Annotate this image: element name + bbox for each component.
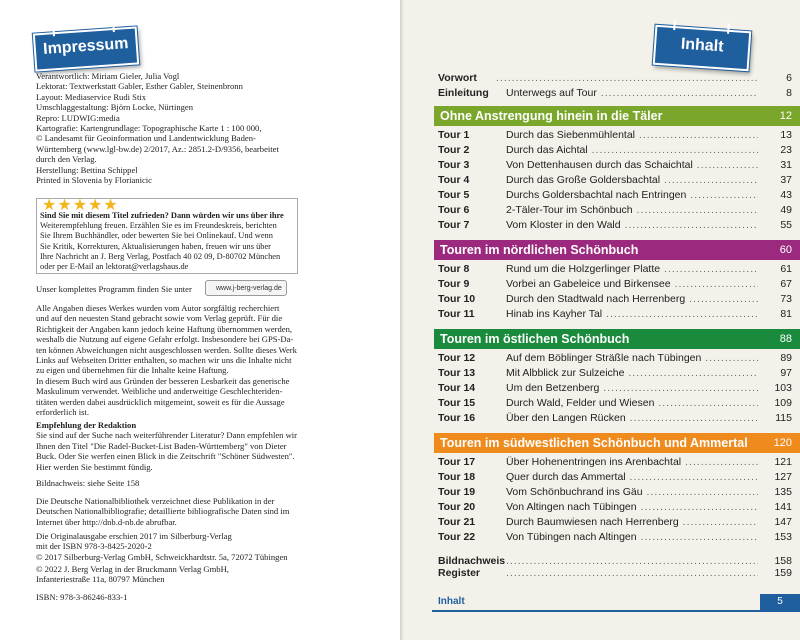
tour-page: 103 (774, 382, 792, 394)
feedback-line: oder per E-Mail an lektorat@verlagshaus.de (40, 262, 189, 272)
tour-number: Tour 21 (438, 516, 476, 528)
tour-page: 135 (774, 486, 792, 498)
tour-title: Quer durch das Ammertal ..... (506, 471, 758, 483)
toc-row[interactable] (438, 397, 794, 411)
recommendation-block (36, 420, 336, 472)
tour-number: Tour 10 (438, 293, 476, 305)
credit-line: Herstellung: Bettina Schippel (36, 164, 138, 175)
toc-row[interactable] (438, 367, 794, 381)
sign-string (727, 24, 736, 35)
section-title: Touren im nördlichen Schönbuch (440, 243, 639, 257)
rating-stars-icon: ★★★★★ (42, 197, 119, 214)
recommendation-line: Ihnen den Titel "Die Radel-Bucket-List Baden-Württemberg" von Dieter (36, 440, 287, 451)
toc-row[interactable] (438, 219, 794, 233)
tour-title: Durchs Goldersbachtal nach Entringen ..... (506, 189, 758, 201)
toc-row[interactable] (438, 308, 794, 322)
tour-page: 153 (774, 531, 792, 543)
section-header[interactable] (434, 240, 800, 260)
recommendation-title: Empfehlung der Redaktion (36, 420, 137, 430)
tour-number: Tour 1 (438, 129, 470, 141)
tour-page: 13 (780, 129, 792, 141)
original-line: mit der ISBN 978-3-8425-2020-2 (36, 541, 152, 552)
tour-page: 127 (774, 471, 792, 483)
tour-number: Tour 18 (438, 471, 476, 483)
tour-page: 37 (780, 174, 792, 186)
national-library-block (36, 496, 336, 527)
tour-page: 23 (780, 144, 792, 156)
feedback-line: Sie Kritik, Korrekturen, Aktualisierungen haben, freuen wir uns über (40, 241, 271, 251)
toc-row[interactable] (438, 567, 794, 581)
disclaimer-line: ten können Abweichungen nicht ausgeschlossen werden. Sollte dieses Werk (36, 344, 297, 355)
tour-number: Tour 12 (438, 352, 476, 364)
disclaimer-line: zu eigen und übernehmen für die Inhalte keine Haftung. (36, 365, 229, 376)
credit-line: Umschlaggestaltung: Björn Locke, Nürtingen (36, 102, 194, 113)
copyright-line: © 2022 J. Berg Verlag in der Bruckmann Verlag GmbH, (36, 564, 229, 574)
program-text: Unser komplettes Programm finden Sie unter (36, 284, 192, 294)
toc-row[interactable] (438, 486, 794, 500)
contents-sign (653, 25, 752, 72)
impressum-sign (33, 26, 139, 71)
section-header[interactable] (434, 106, 800, 126)
disclaimer-block (36, 303, 336, 417)
section-page: 88 (779, 333, 792, 345)
library-line: Die Deutsche Nationalbibliothek verzeichnet diese Publikation in der (36, 496, 275, 506)
toc-row[interactable] (438, 174, 794, 188)
toc-row[interactable] (438, 263, 794, 277)
tour-page: 89 (780, 352, 792, 364)
toc-row[interactable] (438, 189, 794, 203)
toc-entry-title: Vorwort (438, 72, 477, 84)
tour-number: Tour 8 (438, 263, 470, 275)
tour-title: Vom Schönbuchrand ins Gäu ..... (506, 486, 758, 498)
tour-title: Über den Langen Rücken ..... (506, 412, 758, 424)
tour-title: Vom Kloster in den Wald ..... (506, 219, 758, 231)
original-edition-block (36, 531, 336, 562)
toc-row[interactable] (438, 412, 794, 426)
library-line: Deutschen Nationalbibliografie; detaillierte bibliografische Daten sind im (36, 506, 290, 517)
isbn: ISBN: 978-3-86246-833-1 (36, 592, 128, 602)
toc-row[interactable] (438, 159, 794, 173)
tour-title: Über Hohenentringen ins Arenbachtal ..... (506, 456, 758, 468)
tour-number: Tour 13 (438, 367, 476, 379)
tour-page: 141 (774, 501, 792, 513)
toc-row[interactable] (438, 144, 794, 158)
library-line: Internet über http://dnb.d-nb.de abrufbar. (36, 516, 177, 527)
tour-number: Tour 7 (438, 219, 470, 231)
sign-string (673, 20, 682, 31)
tour-page: 31 (780, 159, 792, 171)
toc-row[interactable] (438, 501, 794, 515)
original-line: © 2017 Silberburg-Verlag GmbH, Schweickhardtstr. 5a, 72072 Tübingen (36, 551, 288, 562)
tour-number: Tour 11 (438, 308, 475, 320)
credit-line: Württemberg (www.lgl-bw.de) 2/2017, Az.: 2851.2-D/9356, bearbeitet (36, 143, 279, 154)
tour-title: Durch das Siebenmühlental ..... (506, 129, 758, 141)
section-page: 120 (773, 437, 792, 449)
tour-page: 121 (774, 456, 792, 468)
tour-number: Tour 15 (438, 397, 476, 409)
disclaimer-line: erforderlich ist. (36, 407, 89, 418)
copyright-line: Infanteriestraße 11a, 80797 München (36, 574, 165, 585)
toc-row[interactable] (438, 129, 794, 143)
tour-number: Tour 4 (438, 174, 470, 186)
tour-number: Tour 9 (438, 278, 470, 290)
feedback-line: Ihre Nachricht an J. Berg Verlag, Postfach 40 02 09, D-80702 München (40, 251, 281, 261)
toc-page: 8 (786, 87, 792, 99)
credit-line: durch den Verlag. (36, 154, 97, 165)
feedback-line: Sind Sie mit diesem Titel zufrieden? Dann würden wir uns über ihre (40, 211, 284, 220)
original-line: Die Originalausgabe erschien 2017 im Silberburg-Verlag (36, 531, 232, 541)
recommendation-line: Sie sind auf der Suche nach weiterführender Literatur? Dann empfehlen wir (36, 430, 298, 441)
tour-title: Auf dem Böblinger Sträßle nach Tübingen ..... (506, 352, 758, 364)
tour-page: 73 (780, 293, 792, 305)
tour-title: Rund um die Holzgerlinger Platte ..... (506, 263, 758, 275)
toc-row[interactable] (438, 382, 794, 396)
section-title: Touren im südwestlichen Schönbuch und Ammertal (440, 436, 748, 450)
tour-number: Tour 16 (438, 412, 476, 424)
tour-title: Mit Albblick zur Sulzeiche ..... (506, 367, 758, 379)
section-page: 12 (779, 110, 792, 122)
image-credits: Bildnachweis: siehe Seite 158 (36, 478, 140, 488)
tour-title: Um den Betzenberg ..... (506, 382, 758, 394)
toc-entry-title: Bildnachweis (438, 555, 506, 567)
toc-page: 159 (774, 567, 792, 579)
disclaimer-line: Alle Angaben dieses Werkes wurden vom Autor sorgfältig recherchiert (36, 303, 280, 313)
tour-title: Durch den Stadtwald nach Herrenberg ..... (506, 293, 758, 305)
website-button[interactable]: www.j-berg-verlag.de (205, 280, 287, 296)
tour-number: Tour 5 (438, 189, 470, 201)
tour-title: Von Tübingen nach Altingen ..... (506, 531, 758, 543)
section-header[interactable] (434, 329, 800, 349)
tour-title: Durch das Aichtal ..... (506, 144, 758, 156)
tour-title: Von Altingen nach Tübingen ..... (506, 501, 758, 513)
tour-page: 43 (780, 189, 792, 201)
tour-number: Tour 20 (438, 501, 476, 513)
toc-row[interactable] (438, 278, 794, 292)
contents-title: Inhalt (680, 35, 725, 56)
tour-title: Durch Baumwiesen nach Herrenberg ..... (506, 516, 758, 528)
tour-title: Von Dettenhausen durch das Schaichtal ..... (506, 159, 758, 171)
disclaimer-line: und auf den neuesten Stand gebracht sowie vom Verlag geprüft. Für die (36, 313, 283, 324)
toc-row[interactable] (438, 72, 794, 86)
recommendation-line: Buck. Oder Sie werfen einen Blick in die Zeitschrift "Schöner Südwesten". (36, 451, 295, 462)
recommendation-line: Hier werden Sie bestimmt fündig. (36, 461, 153, 472)
section-title: Touren im östlichen Schönbuch (440, 332, 630, 346)
sign-string (52, 26, 61, 37)
tour-page: 55 (780, 219, 792, 231)
feedback-line: Weiterempfehlung freuen. Erzählen Sie es im Freundeskreis, berichten (40, 221, 277, 231)
copyright-block (36, 564, 336, 585)
credit-line: © Landesamt für Geoinformation und Landentwicklung Baden- (36, 133, 256, 144)
credit-line: Kartografie: Kartengrundlage: Topographische Karte 1 : 100 000, (36, 123, 262, 134)
footer-page-number: 5 (760, 594, 800, 610)
tour-number: Tour 17 (438, 456, 476, 468)
toc-row[interactable] (438, 531, 794, 545)
disclaimer-line: weshalb die Nutzung auf eigene Gefahr erfolgt. Insbesondere bei GPS-Da- (36, 334, 294, 345)
sign-string (112, 22, 121, 33)
toc-row[interactable] (438, 516, 794, 530)
tour-number: Tour 2 (438, 144, 470, 156)
tour-page: 147 (774, 516, 792, 528)
tour-number: Tour 3 (438, 159, 470, 171)
tour-title: Durch Wald, Felder und Wiesen ..... (506, 397, 758, 409)
tour-page: 97 (780, 367, 792, 379)
tour-number: Tour 22 (438, 531, 476, 543)
credit-line: Lektorat: Textwerkstatt Gabler, Esther Gabler, Steinenbronn (36, 81, 243, 92)
tour-page: 115 (775, 412, 792, 424)
toc-row[interactable] (438, 471, 794, 485)
tour-number: Tour 6 (438, 204, 470, 216)
credit-line: Printed in Slovenia by Florianicic (36, 175, 152, 186)
page-fold (400, 0, 404, 640)
tour-page: 81 (780, 308, 792, 320)
tour-page: 61 (780, 263, 792, 275)
credit-line: Verantwortlich: Miriam Gieler, Julia Vogl (36, 71, 180, 81)
disclaimer-line: titäten werden dabei ausdrücklich mitgemeint, soweit es für die Aussage (36, 396, 285, 407)
toc-leader (506, 555, 758, 567)
tour-number: Tour 14 (438, 382, 476, 394)
tour-title: Durch das Große Goldersbachtal ..... (506, 174, 758, 186)
toc-row[interactable] (438, 293, 794, 307)
disclaimer-line: In diesem Buch wird aus Gründen der besseren Lesbarkeit das generische (36, 375, 290, 386)
toc-page: 6 (786, 72, 792, 84)
toc-row[interactable] (438, 352, 794, 366)
credit-line: Layout: Mediaservice Rudi Stix (36, 91, 147, 102)
section-title: Ohne Anstrengung hinein in die Täler (440, 109, 663, 123)
feedback-line: Sie Ihrem Buchhändler, oder bewerten Sie bei Onlinekauf. Und wenn (40, 231, 273, 241)
disclaimer-line: Maskulinum verwendet. Weibliche und anderweitige Geschlechteriden- (36, 386, 283, 397)
tour-title: Vorbei an Gabeleice und Birkensee ..... (506, 278, 758, 290)
toc-entry-subtitle: Unterwegs auf Tour ..... (506, 87, 758, 99)
disclaimer-line: Richtigkeit der Angaben kann jedoch keine Haftung übernommen werden, (36, 323, 293, 334)
impressum-title: Impressum (42, 35, 130, 58)
toc-entry-title: Register (438, 567, 481, 579)
toc-leader (496, 72, 758, 84)
tour-title: 2-Täler-Tour im Schönbuch ..... (506, 204, 758, 216)
footer-label: Inhalt (438, 596, 465, 607)
section-page: 60 (779, 244, 792, 256)
toc-leader (506, 567, 758, 579)
toc-row[interactable] (438, 87, 794, 101)
disclaimer-line: Links auf Webseiten Dritter enthalten, so machen wir uns die Inhalte nicht (36, 355, 292, 366)
toc-page: 158 (774, 555, 792, 567)
toc-entry-title: Einleitung (438, 87, 489, 99)
tour-number: Tour 19 (438, 486, 476, 498)
tour-page: 67 (780, 278, 792, 290)
credits-block (36, 71, 336, 185)
right-page (402, 0, 800, 640)
tour-page: 109 (774, 397, 792, 409)
footer-rule (432, 610, 800, 612)
toc-row[interactable] (438, 456, 794, 470)
tour-title: Hinab ins Kayher Tal ..... (506, 308, 758, 320)
credit-line: Repro: LUDWIG:media (36, 112, 120, 123)
toc-row[interactable] (438, 204, 794, 218)
tour-page: 49 (780, 204, 792, 216)
section-header[interactable] (434, 433, 800, 453)
